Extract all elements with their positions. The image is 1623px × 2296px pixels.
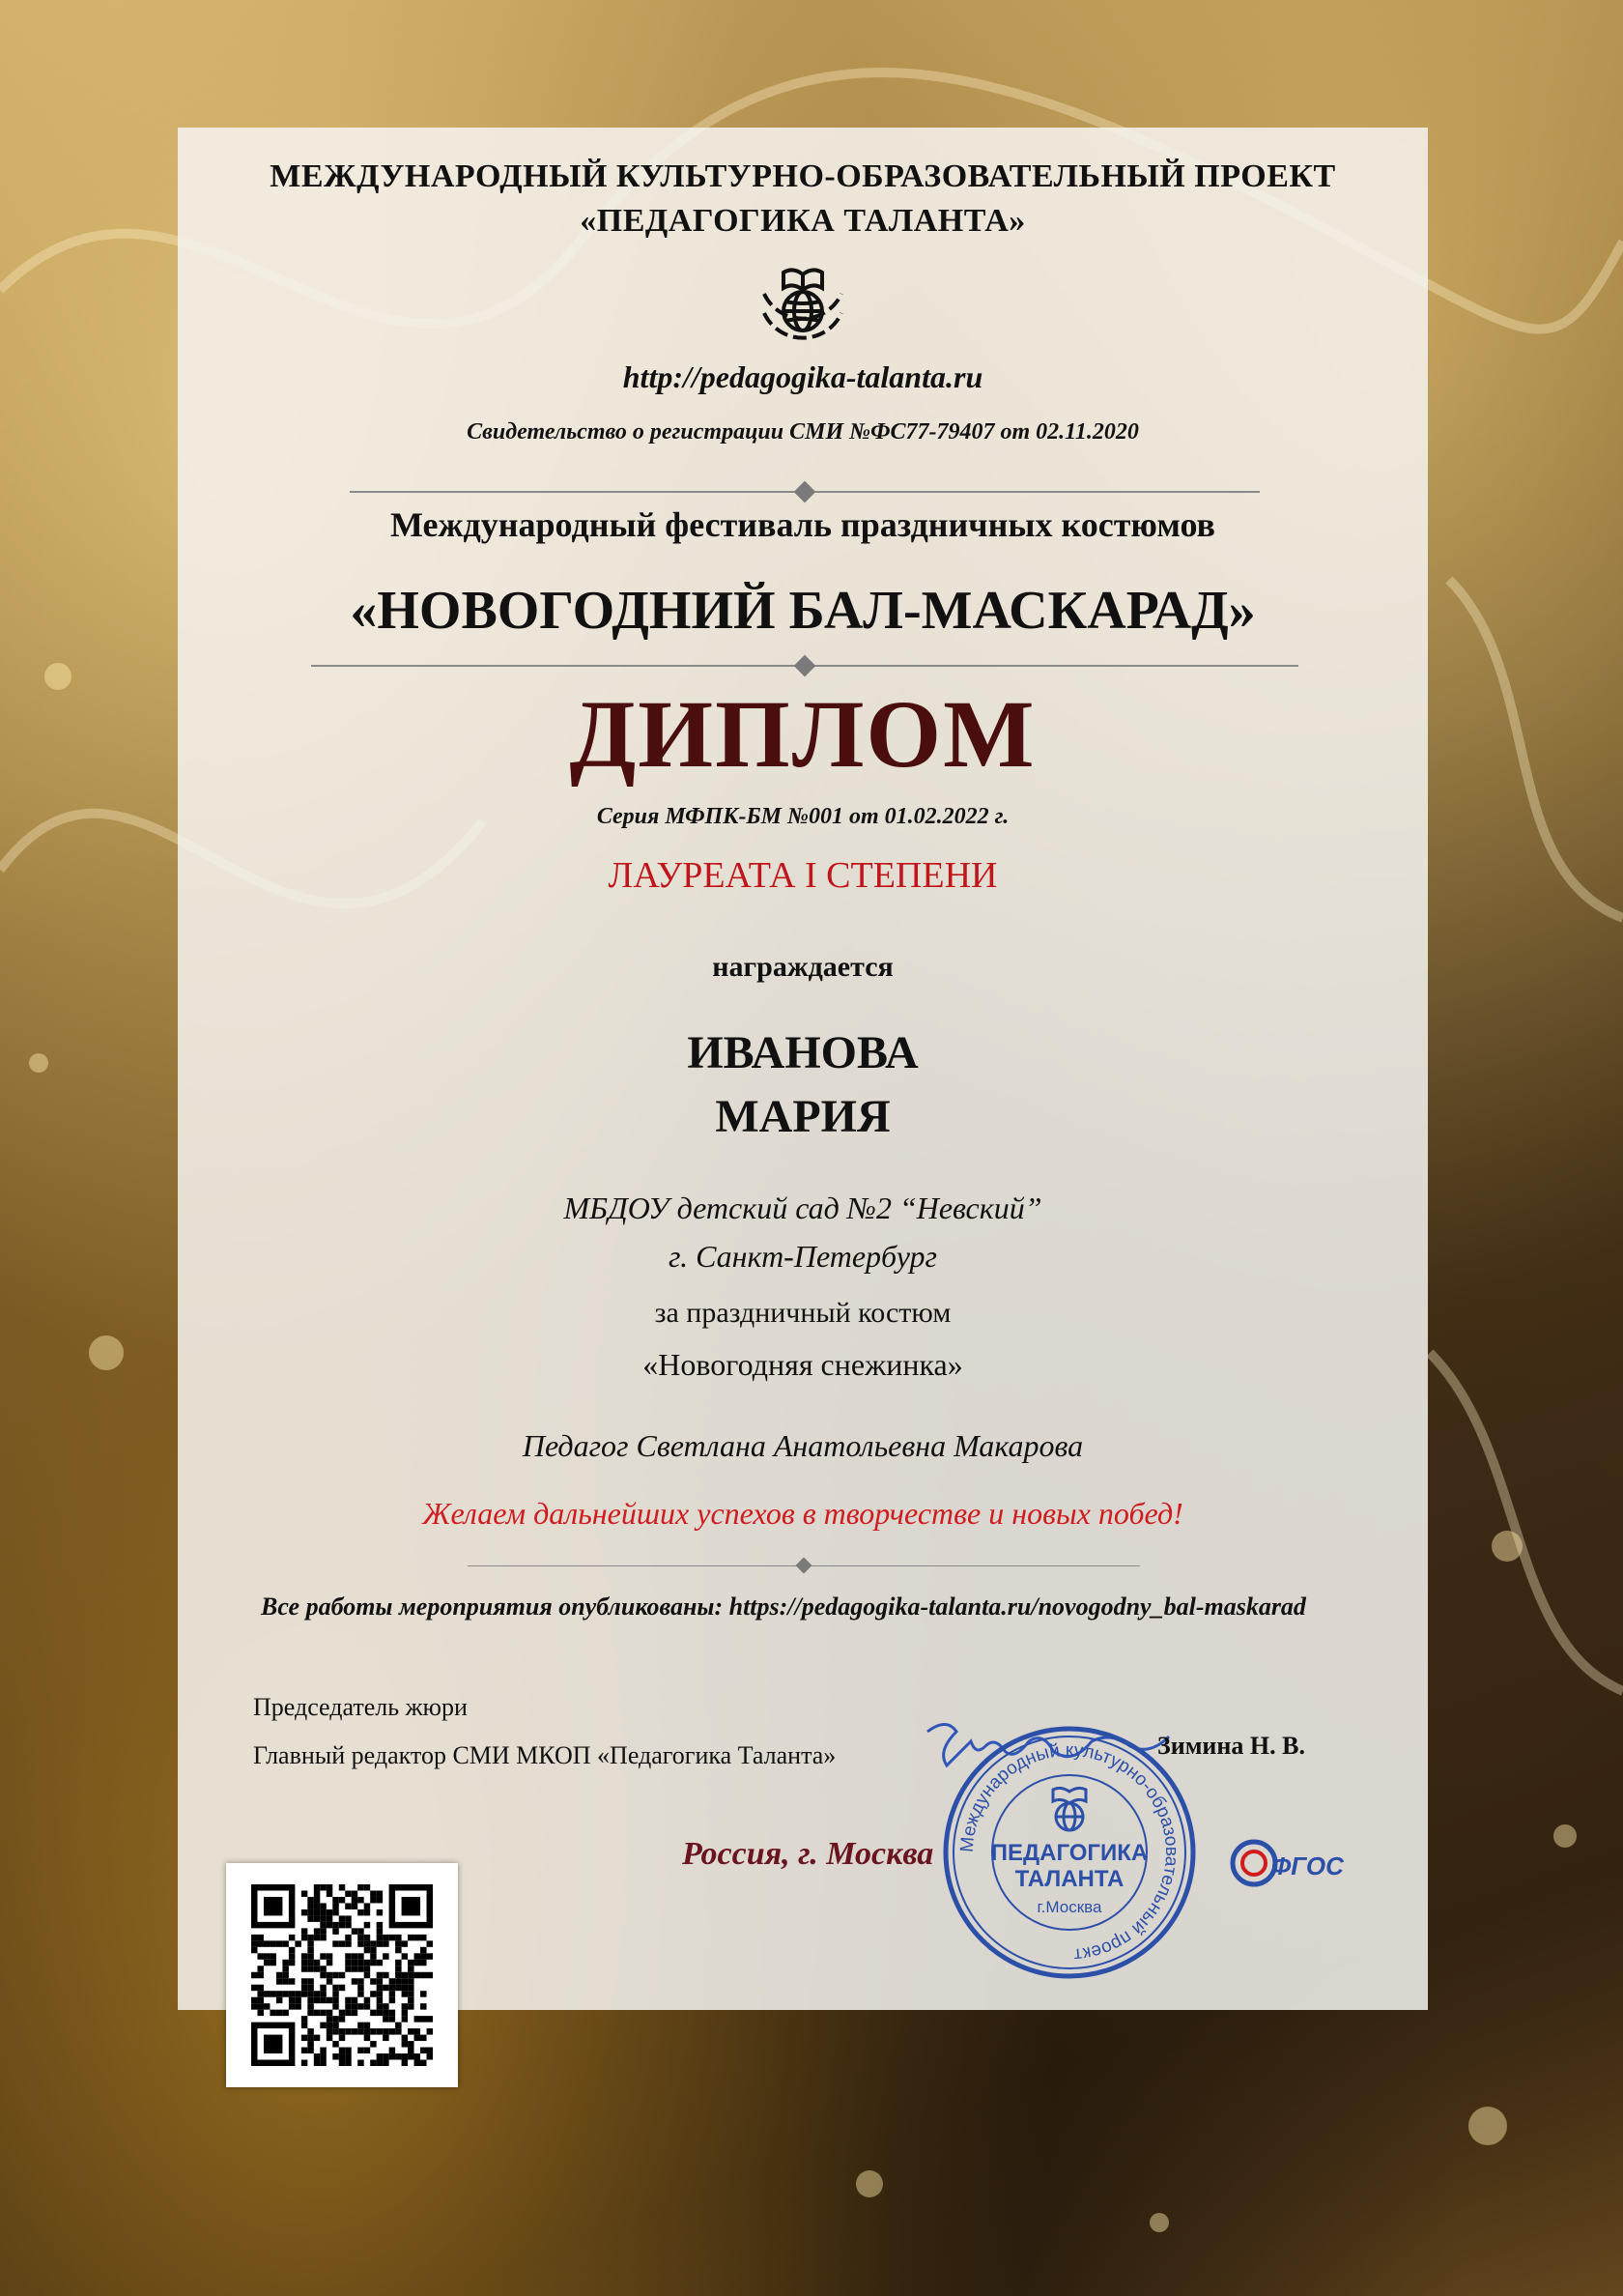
diploma-series: Серия МФПК-БМ №001 от 01.02.2022 г. xyxy=(596,804,1010,829)
stamp-logo-icon xyxy=(1053,1788,1086,1830)
recipient-institution: МБДОУ детский сад №2 “Невский” xyxy=(563,1191,1042,1225)
teacher-name: Педагог Светлана Анатольевна Макарова xyxy=(522,1428,1084,1463)
editor-label: Главный редактор СМИ МКОП «Педагогика Таланта» xyxy=(253,1741,837,1769)
recipient-surname: ИВАНОВА xyxy=(687,1027,919,1078)
issue-location: Россия, г. Москва xyxy=(682,1836,934,1872)
media-registration: Свидетельство о регистрации СМИ №ФС77-79407 от 02.11.2020 xyxy=(467,419,1139,445)
official-stamp xyxy=(939,1722,1200,1983)
divider-top-ornament xyxy=(794,481,816,503)
stamp-ring-text: Международный культурно-образовательный проект xyxy=(956,1739,1182,1965)
book-globe-icon xyxy=(747,255,859,352)
event-title: «НОВОГОДНИЙ БАЛ-МАСКАРАД» xyxy=(350,581,1256,641)
divider-bottom-ornament xyxy=(796,1558,812,1574)
site-url: http://pedagogika-talanta.ru xyxy=(622,359,983,394)
costume-name: «Новогодняя снежинка» xyxy=(642,1347,963,1382)
stamp-center-line1: ПЕДАГОГИКА xyxy=(990,1840,1149,1866)
divider-middle-ornament xyxy=(794,655,816,677)
laureate-degree: ЛАУРЕАТА I СТЕПЕНИ xyxy=(608,855,998,896)
qr-code-icon xyxy=(251,1884,433,2066)
published-works-link[interactable]: Все работы мероприятия опубликованы: https://pedagogika-talanta.ru/novogodny_bal-maskarad xyxy=(261,1593,1306,1621)
recipient-city: г. Санкт-Петербург xyxy=(669,1239,937,1274)
project-title xyxy=(178,155,1428,244)
fgos-logo-text: ФГОС xyxy=(1271,1851,1344,1880)
fgos-logo xyxy=(1229,1832,1354,1900)
qr-code[interactable] xyxy=(226,1863,458,2087)
diploma-panel xyxy=(178,128,1428,2010)
recipient-first-name: МАРИЯ xyxy=(715,1091,891,1142)
award-reason: за праздничный костюм xyxy=(654,1297,952,1329)
project-title-line1: МЕЖДУНАРОДНЫЙ КУЛЬТУРНО-ОБРАЗОВАТЕЛЬНЫЙ ПРОЕКТ xyxy=(270,158,1336,194)
project-title-line2: «ПЕДАГОГИКА ТАЛАНТА» xyxy=(580,203,1026,239)
stamp-center-line2: ТАЛАНТА xyxy=(1014,1866,1125,1892)
festival-name: Международный фестиваль праздничных костюмов xyxy=(389,505,1216,544)
wish-text: Желаем дальнейших успехов в творчестве и новых побед! xyxy=(422,1496,1183,1531)
awarded-text: награждается xyxy=(712,951,894,983)
stamp-city: г.Москва xyxy=(1037,1898,1102,1916)
editor-name: Зимина Н. В. xyxy=(1157,1732,1305,1760)
diploma-heading: ДИПЛОМ xyxy=(569,680,1037,788)
jury-chair-label: Председатель жюри xyxy=(253,1693,468,1721)
